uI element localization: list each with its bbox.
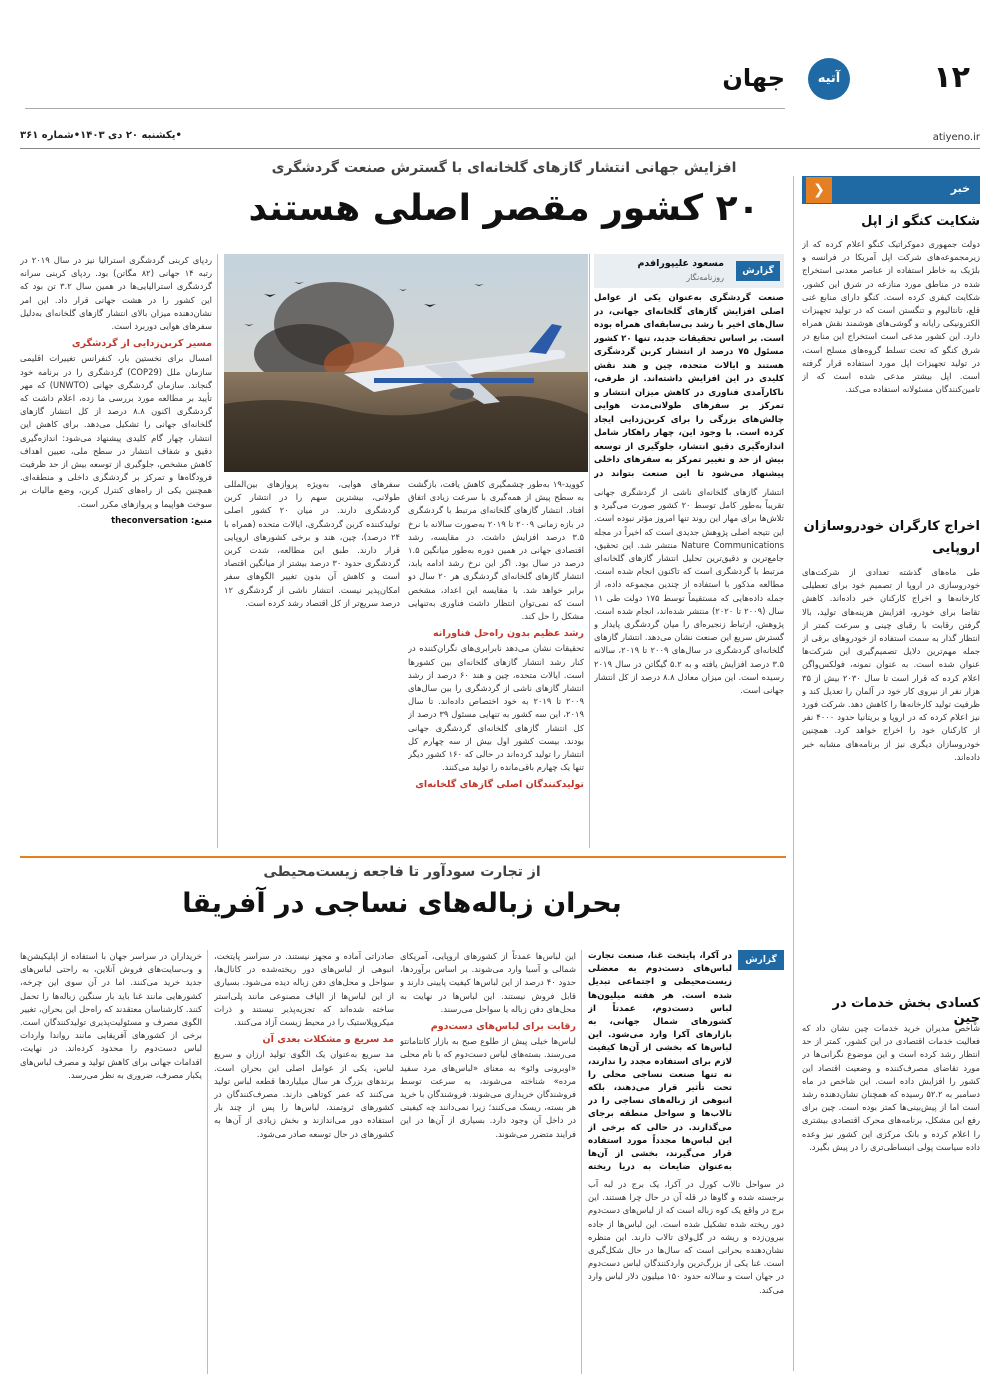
- author-role: روزنامه‌نگار: [686, 273, 724, 282]
- source-label: منبع:: [190, 514, 212, 525]
- article1-body5: ردپای کربنی گردشگری استرالیا نیز در سال ۲۰۱۹ در رتبه ۱۴ جهانی (۸۲ مگاتن) بود. ردپای کربنی سرانه گردشگری استرالیایی‌ها در همین سال ۳.۲ تن بود که این کشور را در هشت جهانی قرار داد. این امر نشان‌دهنده میزان بالای انتشار گازهای گلخانه‌ای به‌دلیل سفرهای هوایی دوربرد است.: [20, 255, 212, 332]
- article1-headline: ۲۰ کشور مقصر اصلی هستند: [248, 188, 760, 229]
- section-title: جهان: [722, 64, 785, 92]
- article2-body-col3: [214, 950, 394, 1374]
- article2-body6: خریداران در سراسر جهان با استفاده از اپلیکیشن‌ها و وب‌سایت‌های فروش آنلاین، به راحتی لباس‌های جدید خرید می‌کنند. اما در آن سوی این چرخه، کشورهایی مانند غنا باید بار سنگین زباله‌ها را تحمل کنند. کارشناسان معتقدند که راه‌حل این بحران، تغییر الگوی مصرف و مسئولیت‌پذیری تولیدکنندگان است. برخی از کشورهای آفریقایی مانند رواندا واردات لباس دست‌دوم را محدود کرده‌اند. در نهایت، اقدامات جهانی برای کاهش تولید و مصرف لباس‌های یکبار مصرف، ضروری به نظر می‌رسد.: [20, 951, 202, 1080]
- article2-body1: در سواحل تالاب کورل در آکرا، یک برج در لبه آب برجسته شده و گاوها در قله آن در حال چرا هستند. این برج در واقع یک کوه زباله است که از لباس‌های دست‌دوم دور ریخته شده تشکیل شده است. این لباس‌ها از جاده بیرون‌زده و ریشه در گل‌ولای تالاب دارند. این منظره نشان‌دهنده بحرانی است که سال‌ها در حال شکل‌گیری است. غنا یکی از بزرگ‌ترین واردکنندگان لباس دست‌دوم در جهان است و سالانه حدود ۱۵۰ میلیون دلار لباس وارد می‌کند.: [588, 1179, 784, 1295]
- article1-body6: امسال برای نخستین بار، کنفرانس تغییرات اقلیمی سازمان ملل (COP29) گردشگری را در برنامه خود گنجاند. سازمان گردشگری جهانی (UNWTO) که مهر تأیید بر مطالعه مورد بررسی ما زده، اعلام داشت که گردشگری اکنون ۸.۸ درصد از کل انتشار گازهای گلخانه‌ای جهانی را تشکیل می‌دهد. برای کاهش این انتشار، چهار گام کلیدی پیشنهاد می‌شود: اندازه‌گیری دقیق و شفاف انتشار در سطح ملی، تعیین اهداف کاهش مشخص، جلوگیری از توسعه بیش از حد ظرفیت فرودگاه‌ها و تمرکز بر گردشگری داخلی و منطقه‌ای. همچنین یکی از راه‌های کنترل کربن، وضع مالیات بر سوخت هواپیما و پروازهای مکرر است.: [20, 353, 212, 509]
- article1-kicker: افزایش جهانی انتشار گازهای گلخانه‌ای با گسترش صنعت گردشگری: [271, 160, 737, 176]
- article2-body3: لباس‌ها خیلی پیش از طلوع صبح به بازار کانتامانتو می‌رسند. بسته‌های لباس دست‌دوم که با نام محلی «اوبرونی وائو» به معنای «لباس‌های مرد سفید مرده» شناخته می‌شوند، به سرعت توسط فروشندگان خریداری می‌شوند. فروشندگان با خرید هر بسته، ریسک می‌کنند؛ زیرا نمی‌دانند چه کیفیتی در داخل آن وجود دارد. بسیاری از آن‌ها در این فرایند متضرر می‌شوند.: [400, 1036, 576, 1139]
- article1-body-col1: [594, 486, 784, 848]
- article1-body-col4: [20, 254, 212, 848]
- sidebar-item-text: طی ماه‌های گذشته تعدادی از شرکت‌های خودروسازی در اروپا از تصمیم خود برای تعطیلی کارخانه‌ها و اخراج کارکنان خبر داده‌اند. کاهش تقاضا برای خودرو، افزایش هزینه‌های تولید، بالا گرفتن رقابت با رقبای چینی و سرعت کمتر از انتظار گذار به سمت استفاده از خودروهای برقی از جمله مهم‌ترین دلایل تصمیم‌گیری این شرکت‌ها عنوان شده است. به عنوان نمونه، فولکس‌واگن اعلام کرده که قرار است تا سال ۲۰۳۰ بیش از ۳۵ هزار نفر از نیروی کار خود در آلمان را تعدیل کند و ظرفیت تولید کارخانه‌ها را کاهش دهد. شرکت فورد نیز اعلام کرده که در اروپا و بریتانیا حدود ۴۰۰۰ نفر از کارکنان خود را اخراج خواهد کرد. همچنین خودروسازان دیگری نیز از برنامه‌های مشابه خبر داده‌اند.: [802, 567, 980, 762]
- report-badge: گزارش: [738, 950, 784, 970]
- sidebar-item-title: کسادی بخش خدمات در چین: [832, 996, 980, 1026]
- report-badge: گزارش: [736, 261, 780, 281]
- website[interactable]: atiyeno.ir: [932, 132, 980, 143]
- article2-body-col4: [20, 950, 202, 1374]
- sidebar-item-text: شاخص مدیران خرید خدمات چین نشان داد که فعالیت خدمات اقتصادی در این کشور، کمتر از حد انتظار رشد کرده است و این موضوع نگرانی‌ها در مورد تقاضای مصرف‌کننده و وضعیت اقتصاد این کشور را افزایش داده است. این شاخص در ماه دسامبر به ۵۲.۲ رسیده که همچنان نشان‌دهنده رشد است اما از پیش‌بینی‌ها کمتر بوده است. چین برای رفع این مشکل، برنامه‌های محرک اقتصادی بیشتری را اعلام کرده و بانک مرکزی این کشور نیز وعده داده سیاست پولی انبساطی‌تری را در پیش بگیرد.: [802, 1023, 980, 1152]
- article2-subhead2: مد سریع و مشکلات بعدی آن: [262, 1034, 394, 1046]
- column-divider: [581, 950, 582, 1374]
- source-name: theconversation: [111, 514, 188, 525]
- article2-body-col2: [400, 950, 576, 1374]
- sidebar-badge-label: خبر: [950, 182, 970, 195]
- article1-body-col3: [224, 478, 400, 848]
- article2-body2: این لباس‌ها عمدتاً از کشورهای اروپایی، آمریکای شمالی و آسیا وارد می‌شوند. بر اساس برآوردها، حدود ۴۰ درصد از این لباس‌ها کیفیت پایینی دارند و قابل فروش نیستند. این لباس‌ها در نهایت به محل‌های دفن زباله یا سواحل می‌رسند.: [400, 951, 576, 1014]
- article1-body1: انتشار گازهای گلخانه‌ای ناشی از گردشگری جهانی تقریباً به‌طور کامل توسط ۲۰ کشور صورت می‌گیرد و تلاش‌ها برای مهار این روند تنها امروز مؤثر نبوده است. این نتیجه اصلی پژوهش جدیدی است که اخیراً در مجله Nature Communications منتشر شد. این تحقیق، جامع‌ترین و دقیق‌ترین تحلیل انتشار گازهای گلخانه‌ای مرتبط با گردشگری است که تاکنون انجام شده است. مطالعه مذکور با استفاده از چندین مجموعه داده، از جمله داده‌هایی که مستقیماً توسط ۱۷۵ دولت طی ۱۱ سال (۲۰۰۹ تا ۲۰۲۰) منتشر شده‌اند، انجام شده است. پژوهش، ارتباط زنجیره‌ای را میان گردشگری پایدار و گسترش سریع این صنعت نشان می‌دهد. انتشار گازهای گلخانه‌ای گردشگری در سال‌های ۲۰۰۹ تا ۲۰۱۹، سالانه ۳.۵ درصد افزایش یافته و به ۵.۲ گیگاتن در سال ۲۰۱۹ رسیده است. این میزان معادل ۸.۸ درصد از کل انتشار جهانی است.: [594, 487, 784, 696]
- article2-headline: بحران زباله‌های نساجی در آفریقا: [182, 888, 622, 919]
- article1-body-col2: [408, 478, 584, 848]
- author-name: مسعود علیپورافدم: [637, 258, 724, 269]
- article2-body-col1: [588, 1178, 784, 1374]
- logo: [808, 58, 850, 100]
- sidebar: [802, 176, 980, 1371]
- article1-body3: تحقیقات نشان می‌دهد نابرابری‌های نگران‌کننده در کنار رشد انتشار گازهای گلخانه‌ای بین کشورها است. ایالات متحده، چین و هند ۶۰ درصد از رشد انتشار گازهای ناشی از گردشگری را بین سال‌های ۲۰۰۹ تا ۲۰۱۹ به خود اختصاص داده‌اند. تا سال ۲۰۱۹، این سه کشور به تنهایی مسئول ۳۹ درصد از کل انتشار گازهای گلخانه‌ای گردشگری جهانی بودند. بیست کشور اول بیش از سه چهارم کل انتشار را تولید کرده‌اند در حالی که ۱۶۰ کشور دیگر تنها یک چهارم باقی‌مانده را تولید می‌کنند.: [408, 643, 584, 773]
- article1-subhead1: رشد عظیم بدون راه‌حل فناورانه: [433, 628, 584, 640]
- article1-body4: سفرهای هوایی، به‌ویژه پروازهای بین‌المللی طولانی، بیشترین سهم را در انتشار کربن گردشگری دارند. در میان ۲۰ کشور اصلی تولیدکننده کربن گردشگری، ایالات متحده (همراه با ۲۴ درصد)، چین، هند و برخی کشورهای اروپایی قرار دارند. طبق این مطالعه، شدت کربن گردشگری حدود ۳۰ درصد بیشتر از میانگین اقتصاد است و کاهش آن بدون تغییر الگوهای سفر امکان‌پذیر نیست. انتشار ناشی از گردشگری ۱۲ درصد سریع‌تر از کل اقتصاد رشد کرده است.: [224, 479, 400, 608]
- header-rule: [25, 108, 785, 109]
- article1-body2: کووید-۱۹ به‌طور چشمگیری کاهش یافت، بازگشت به سطح پیش از همه‌گیری با سرعت زیادی اتفاق افتاد. انتشار گازهای گلخانه‌ای مرتبط با گردشگری در بازه زمانی ۲۰۰۹ تا ۲۰۱۹ به‌صورت سالانه با نرخ ۳.۵ درصد افزایش داشت. در مقایسه، رشد اقتصادی جهانی در همین دوره به‌طور میانگین ۱.۵ درصد در سال بود. اگر این نرخ رشد ادامه یابد، انتشار گازهای گلخانه‌ای گردشگری هر ۲۰ سال دو برابر خواهد شد. با مقایسه این اعداد، مشخص است که نمی‌توان انتظار داشت فناوری به‌تنهایی مشکل را حل کند.: [408, 479, 584, 622]
- sidebar-badge: [802, 176, 980, 204]
- article1-subhead2: تولیدکنندگان اصلی گازهای گلخانه‌ای: [415, 779, 584, 791]
- sidebar-item-title: اخراج کارگران خودروسازان اروپایی: [803, 519, 980, 556]
- chevron-left-icon: ❮: [806, 177, 832, 203]
- article2-subhead1: رقابت برای لباس‌های دست‌دوم: [430, 1021, 576, 1033]
- logo-text: آتیه: [817, 71, 841, 86]
- article2-body5: مد سریع به‌عنوان یک الگوی تولید ارزان و سریع لباس، یکی از عوامل اصلی این بحران است. برندهای بزرگ هر سال میلیاردها قطعه لباس تولید می‌کنند که عمر کوتاهی دارند. مصرف‌کنندگان در کشورهای ثروتمند، لباس‌ها را پس از چند بار استفاده دور می‌اندازند و بخش زیادی از آن‌ها به کشورهای در حال توسعه صادر می‌شود.: [214, 1049, 394, 1139]
- header-bottom-rule: [20, 148, 980, 149]
- article1-subhead3: مسیر کربن‌زدایی از گردشگری: [71, 338, 212, 350]
- article1-lead: صنعت گردشگری به‌عنوان یکی از عوامل اصلی افزایش گازهای گلخانه‌ای جهانی، در سال‌های اخیر با رشد بی‌سابقه‌ای همراه بوده است. بر اساس تحقیقات جدید، تنها ۲۰ کشور مسئول ۷۵ درصد از انتشار کربن گردشگری هستند و ایالات متحده، چین و هند نقش کلیدی در این افزایش داشته‌اند. از طرفی، ناکارآمدی فناوری در کاهش میزان انتشار و تمرکز بر سفرهای طولانی‌مدت هوایی چالش‌های بزرگی را برای کربن‌زدایی ایجاد کرده است. با وجود این، چهار راهکار شامل اندازه‌گیری دقیق انتشار، جلوگیری از توسعه بیش از حد و تغییر تمرکز به سفرهای داخلی پیشنهاد می‌شود تا این صنعت بتواند در: [594, 293, 784, 479]
- article1-photo: [224, 254, 588, 472]
- column-divider: [207, 950, 208, 1374]
- article1-source: [20, 514, 212, 527]
- article2-kicker: از تجارت سودآور تا فاجعه زیست‌محیطی: [263, 864, 541, 880]
- article2-body4: صادراتی آماده و مجهز نیستند. در سراسر پایتخت، انبوهی از لباس‌های دور ریخته‌شده در کانال‌ها، سواحل و محل‌های دفن زباله دیده می‌شود. بسیاری از این لباس‌ها از الیاف مصنوعی مانند پلی‌استر ساخته شده‌اند که تجزیه‌پذیر نیستند و ذرات میکروپلاستیک را در محیط زیست آزاد می‌کنند.: [214, 951, 394, 1028]
- column-divider: [589, 254, 590, 848]
- page-number: ۱۲: [933, 60, 970, 95]
- column-divider: [217, 254, 218, 848]
- sidebar-divider: [793, 176, 794, 1371]
- section-separator: [20, 856, 786, 858]
- page-header: [0, 0, 1000, 150]
- sidebar-item-title: شکایت کنگو از اپل: [861, 214, 980, 229]
- issue-line: •یکشنبه ۲۰ دی ۱۴۰۳•شماره ۳۶۱: [20, 130, 182, 141]
- sidebar-item-text: دولت جمهوری دموکراتیک کنگو اعلام کرده که از زیرمجموعه‌های شرکت اپل آمریکا در فرانسه و بلژیک به خاطر استفاده از عناصر معدنی استخراج شده در مناطق مورد منازعه در شرق این کشور، شکایت کیفری کرده است. کنگو دارای منابع غنی قلع، تانتالیوم و تنگستن است که در تولید تجهیزات الکترونیکی رایانه و گوشی‌های هوشمند نقش همراه دارد. این کشور مدعی است استخراج این منابع در شرق کنگو که تحت تسلط گروه‌های مسلح است، در تولید تجهیزات اپل مورد استفاده قرار گرفته است. اپل بیشتر مدعی شده است که از تامین‌کنندگان مسئولانه استفاده می‌کند.: [802, 239, 980, 395]
- author-box: [594, 254, 784, 288]
- article2-lead: در آکرا، پایتخت غنا، صنعت تجارت لباس‌های دست‌دوم به معضلی زیست‌محیطی و اجتماعی تبدیل شده است. هر هفته میلیون‌ها لباس دست‌دوم، عمدتاً از کشورهای شمال جهانی، به بازارهای آکرا وارد می‌شود. این لباس‌ها که بخشی از آن‌ها کیفیت لازم برای استفاده مجدد را ندارند، نه تنها صنعت نساجی محلی را تحت تأثیر قرار می‌دهند، بلکه انبوهی از زباله‌های نساجی را در تالاب‌ها و سواحل منطقه برجای می‌گذارند. در حالی که برخی از این لباس‌ها مجدداً مورد استفاده قرار می‌گیرند، بخشی از آن‌ها به‌عنوان ضایعات به دریا ریخته: [588, 951, 732, 1173]
- airplane-illustration: [224, 254, 588, 472]
